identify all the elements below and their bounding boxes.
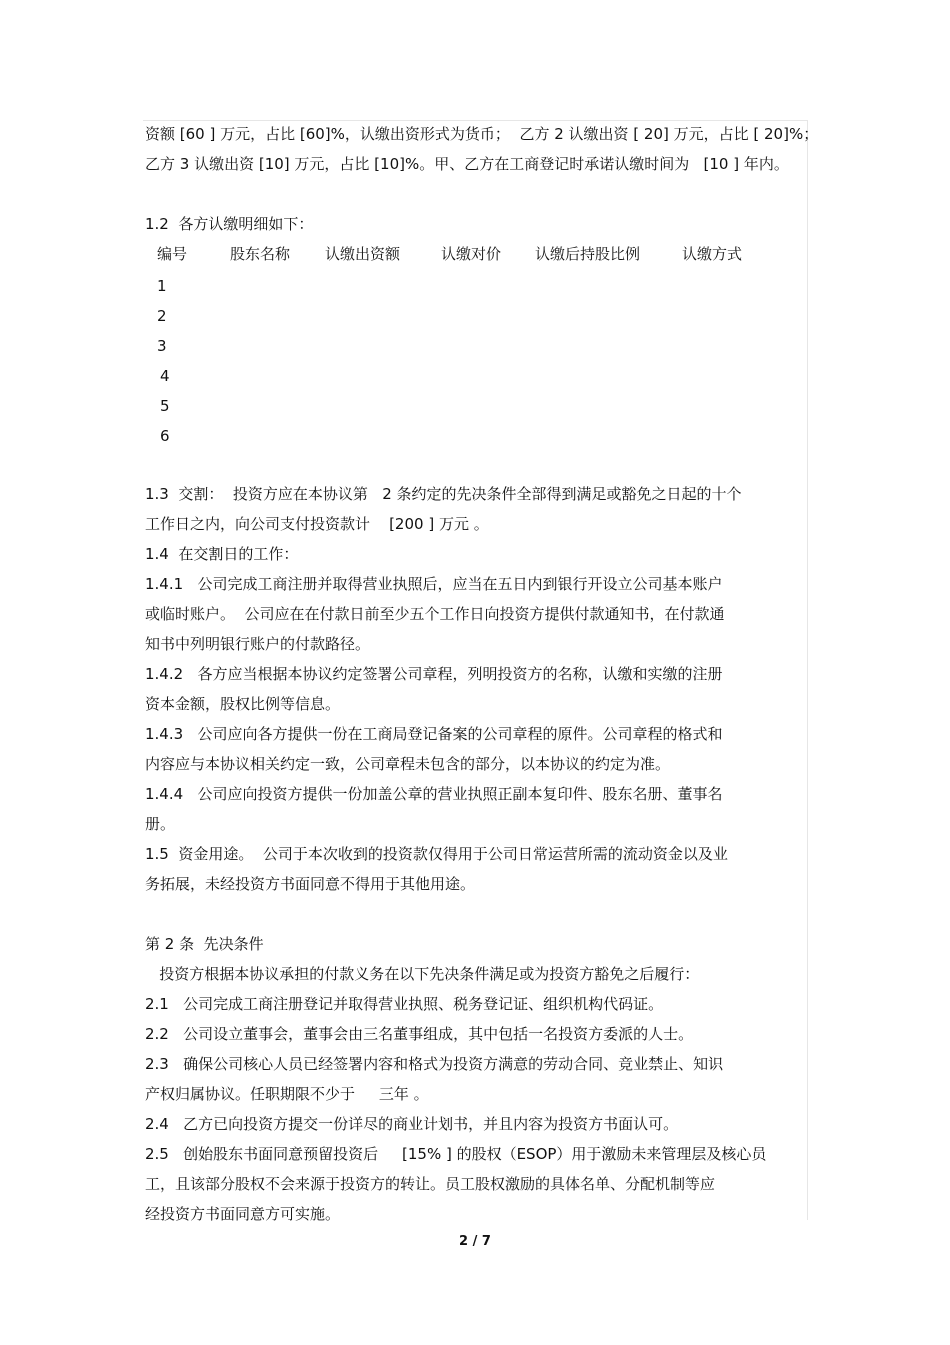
paragraph-line: 2.3 确保公司核心人员已经签署内容和格式为投资方满意的劳动合同、竞业禁止、知识 <box>145 1055 724 1073</box>
paragraph-line: 资本金额，股权比例等信息。 <box>145 695 341 713</box>
table-row-number: 4 <box>160 367 170 385</box>
page-number: 2 / 7 <box>459 1234 491 1249</box>
article-heading: 第 2 条 先决条件 <box>145 935 264 953</box>
paragraph-line: 经投资方书面同意方可实施。 <box>145 1205 341 1223</box>
paragraph-line: 乙方 3 认缴出资 [10] 万元，占比 [10]%。甲、乙方在工商登记时承诺认缴时间为 [10 ] 年内。 <box>145 155 789 173</box>
table-header-shareholder-name: 股东名称 <box>230 245 291 263</box>
table-row-number: 5 <box>160 397 170 415</box>
table-row-number: 2 <box>157 307 167 325</box>
paragraph-line: 资额 [60 ] 万元，占比 [60]%，认缴出资形式为货币； 乙方 2 认缴出资 [ 20] 万元，占比 [ 20]%； <box>145 125 819 143</box>
table-row-number: 3 <box>157 337 167 355</box>
paragraph-line: 1.4.2 各方应当根据本协议约定签署公司章程，列明投资方的名称，认缴和实缴的注册 <box>145 665 723 683</box>
page-frame-right <box>807 120 808 1220</box>
table-header-payment-method: 认缴方式 <box>682 245 743 263</box>
paragraph-line: 1.4.3 公司应向各方提供一份在工商局登记备案的公司章程的原件。公司章程的格式和 <box>145 725 723 743</box>
paragraph-line: 工作日之内，向公司支付投资款计 [200 ] 万元 。 <box>145 515 489 533</box>
paragraph-line: 产权归属协议。任职期限不少于 三年 。 <box>145 1085 429 1103</box>
table-row-number: 1 <box>157 277 167 295</box>
table-header-consideration: 认缴对价 <box>441 245 502 263</box>
table-row-number: 6 <box>160 427 170 445</box>
table-header-subscribed-amount: 认缴出资额 <box>325 245 401 263</box>
paragraph-line: 1.3 交割： 投资方应在本协议第 2 条约定的先决条件全部得到满足或豁免之日起的十个 <box>145 485 742 503</box>
section-heading: 1.2 各方认缴明细如下： <box>145 215 314 233</box>
paragraph-line: 内容应与本协议相关约定一致，公司章程未包含的部分，以本协议的约定为准。 <box>145 755 671 773</box>
paragraph-line: 或临时账户。 公司应在在付款日前至少五个工作日向投资方提供付款通知书，在付款通 <box>145 605 725 623</box>
table-header-number: 编号 <box>157 245 188 263</box>
paragraph-line: 知书中列明银行账户的付款路径。 <box>145 635 371 653</box>
section-heading: 1.4 在交割日的工作： <box>145 545 299 563</box>
table-header-shareholding-ratio: 认缴后持股比例 <box>535 245 641 263</box>
paragraph-line: 2.4 乙方已向投资方提交一份详尽的商业计划书，并且内容为投资方书面认可。 <box>145 1115 679 1133</box>
paragraph-line: 2.1 公司完成工商注册登记并取得营业执照、税务登记证、组织机构代码证。 <box>145 995 664 1013</box>
paragraph-line: 册。 <box>145 815 176 833</box>
paragraph-line: 工，且该部分股权不会来源于投资方的转让。员工股权激励的具体名单、分配机制等应 <box>145 1175 716 1193</box>
paragraph-line: 1.4.1 公司完成工商注册并取得营业执照后，应当在五日内到银行开设立公司基本账户 <box>145 575 723 593</box>
paragraph-line: 投资方根据本协议承担的付款义务在以下先决条件满足或为投资方豁免之后履行： <box>145 965 700 983</box>
paragraph-line: 2.5 创始股东书面同意预留投资后 [15% ] 的股权（ESOP）用于激励未来管理层及核心员 <box>145 1145 767 1163</box>
paragraph-line: 2.2 公司设立董事会，董事会由三名董事组成，其中包括一名投资方委派的人士。 <box>145 1025 694 1043</box>
page-frame-top <box>143 120 808 121</box>
paragraph-line: 务拓展，未经投资方书面同意不得用于其他用途。 <box>145 875 476 893</box>
paragraph-line: 1.5 资金用途。 公司于本次收到的投资款仅得用于公司日常运营所需的流动资金以及业 <box>145 845 728 863</box>
paragraph-line: 1.4.4 公司应向投资方提供一份加盖公章的营业执照正副本复印件、股东名册、董事名 <box>145 785 723 803</box>
